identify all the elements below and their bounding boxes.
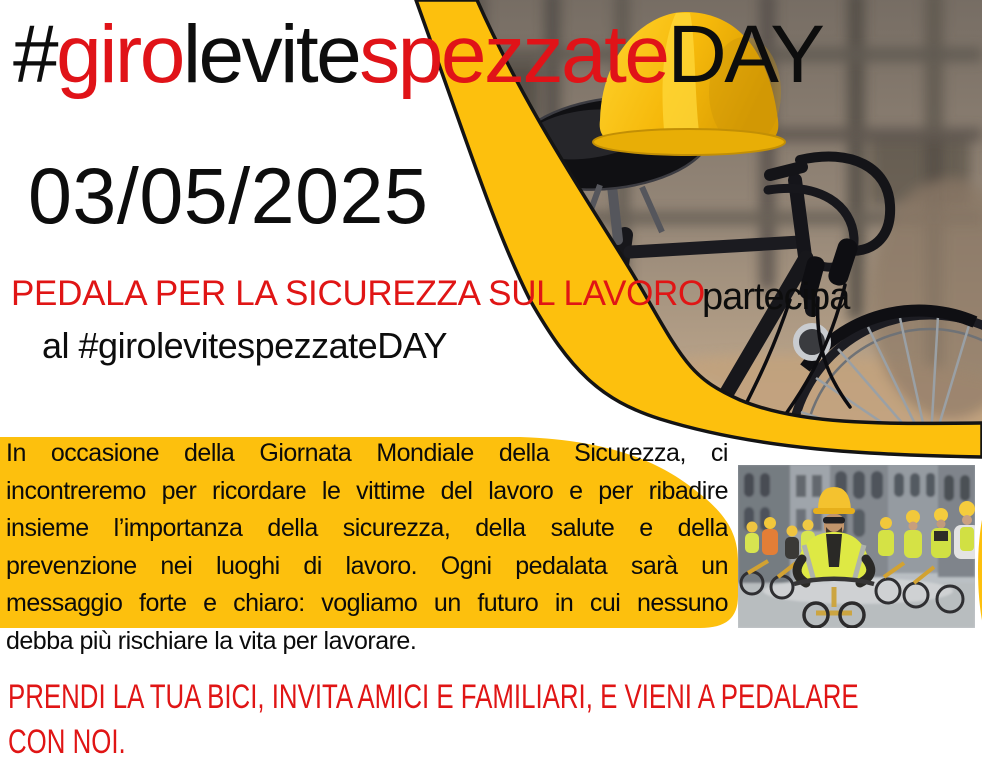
invite-line-1: partecipa — [702, 276, 850, 318]
bottom-photo-cyclists — [738, 465, 980, 628]
description-line: insieme l’importanza della sicurezza, della salute e della — [6, 514, 728, 543]
description-line: messaggio forte e chiaro: vogliamo un futuro in cui nessuno — [6, 589, 728, 618]
event-title — [13, 8, 823, 102]
description-line: prevenzione nei luoghi di lavoro. Ogni pedalata sarà un — [6, 551, 728, 580]
cta-line-1: PRENDI LA TUA BICI, INVITA AMICI E FAMILIARI, E VIENI A PEDALARE — [8, 678, 859, 716]
invite-line-2: al #girolevitespezzateDAY — [42, 325, 448, 366]
tagline: PEDALA PER LA SICUREZZA SUL LAVORO — [11, 274, 705, 313]
title-spezzate: spezzate — [359, 9, 668, 100]
description-line: In occasione della Giornata Mondiale della Sicurezza, ci — [6, 439, 728, 467]
title-day: DAY — [667, 9, 823, 100]
event-description — [6, 435, 728, 661]
cta-line-2: CON NOI. — [8, 723, 126, 761]
title-giro: giro — [56, 9, 183, 100]
title-levite: levite — [182, 9, 360, 100]
edge-yellow-sliver — [978, 492, 982, 648]
description-line: debba più rischiare la vita per lavorare. — [6, 626, 417, 655]
event-date: 03/05/2025 — [28, 151, 429, 240]
description-line: incontreremo per ricordare le vittime del lavoro e per ribadire — [6, 476, 728, 505]
title-hash: # — [13, 9, 57, 100]
